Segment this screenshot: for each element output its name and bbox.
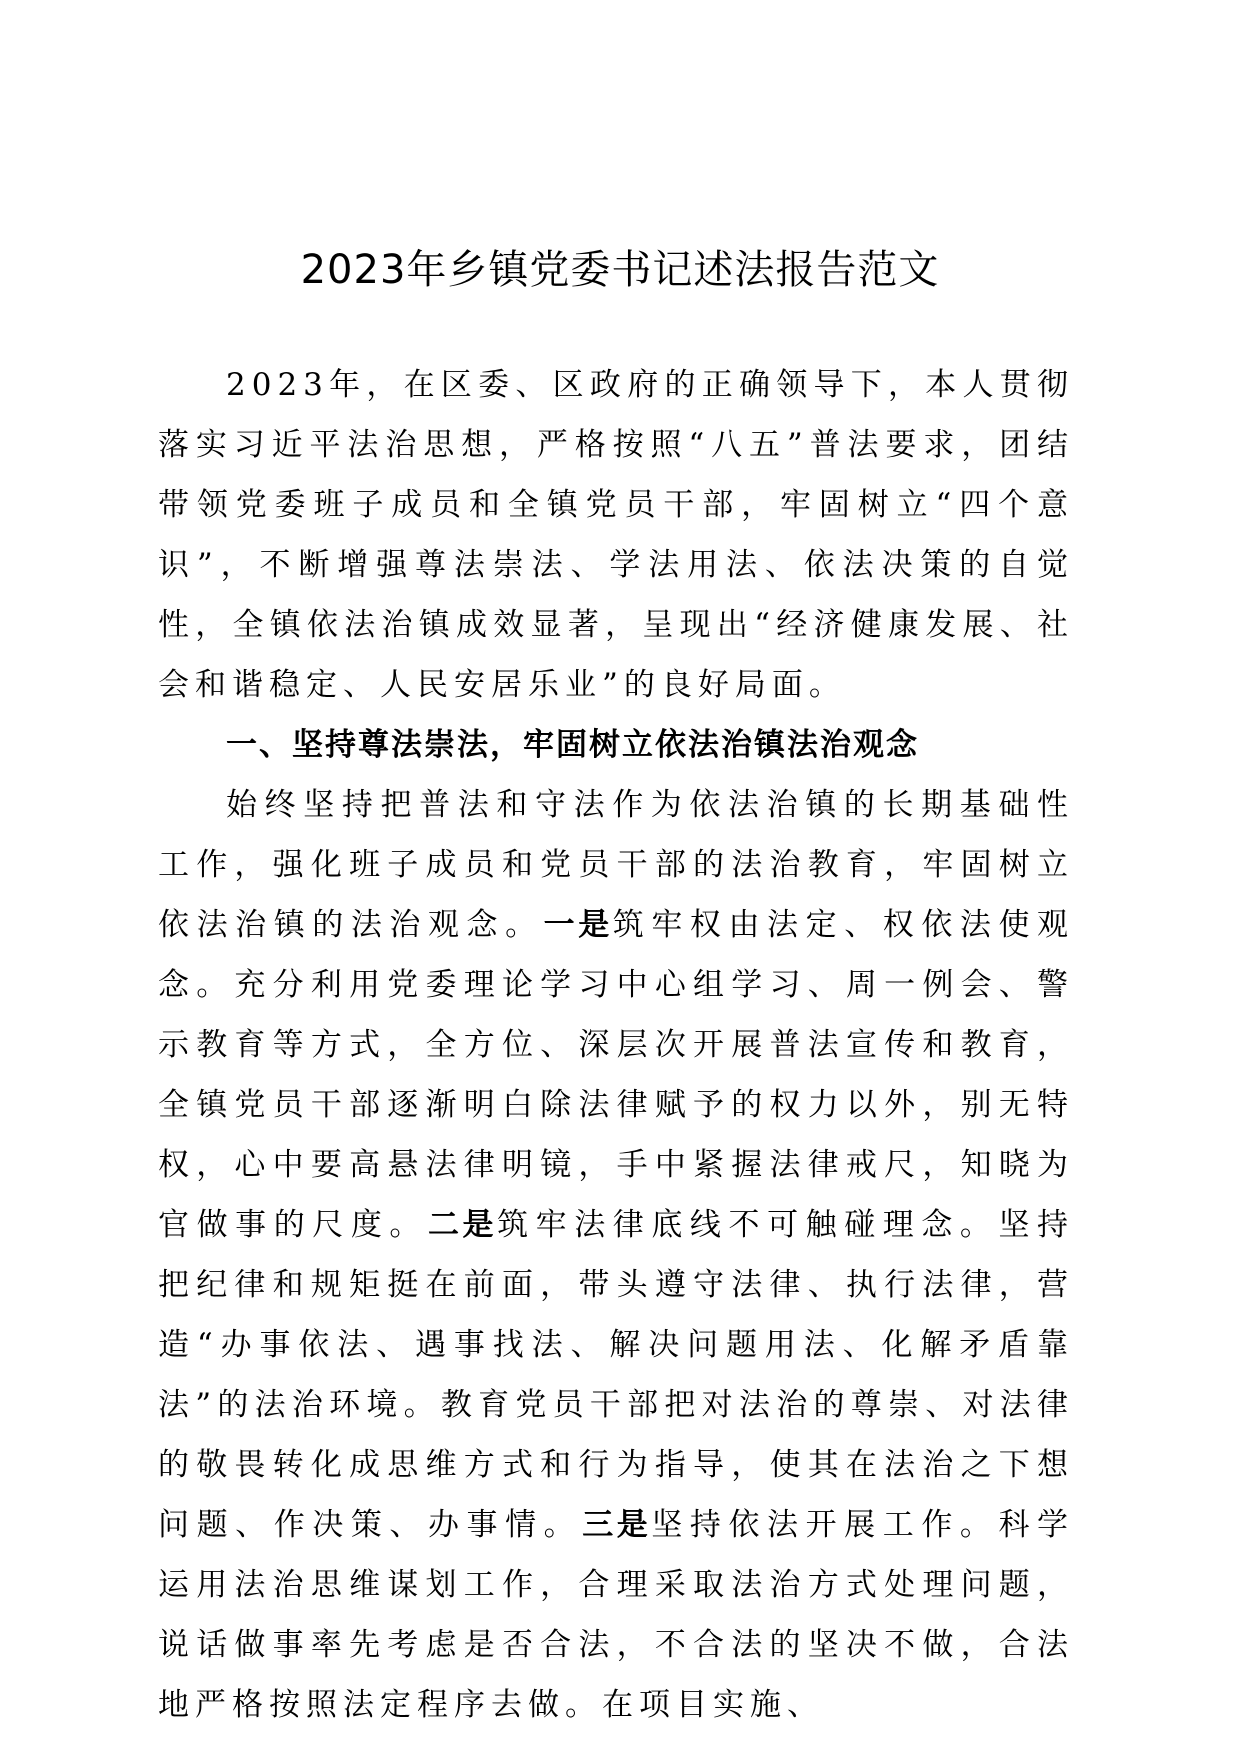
document-body: [158, 355, 1074, 1735]
document-title: 2023年乡镇党委书记述法报告范文: [300, 247, 940, 293]
point-text-3: 坚持依法开展工作。科学运用法治思维谋划工作，合理采取法治方式处理问题，说话做事率先考虑是否合法，不合法的坚决不做，合法地严格按照法定程序去做。在项目实施、: [158, 1507, 1075, 1723]
section-heading: 一、坚持尊法崇法，牢固树立依法治镇法治观念: [226, 727, 919, 763]
point-text-2: 筑牢法律底线不可触碰理念。坚持把纪律和规矩挺在前面，带头遵守法律、执行法律，营造“办事依法、遇事找法、解决问题用法、化解矛盾靠法”的法治环境。教育党员干部把对法治的尊崇、对法律的敬畏转化成思维方式和行为指导，使其在法治之下想问题、作决策、办事情。: [158, 1207, 1075, 1543]
point-label-1: 一是: [543, 907, 613, 943]
intro-paragraph: 2023年，在区委、区政府的正确领导下，本人贯彻落实习近平法治思想，严格按照“八五”普法要求，团结带领党委班子成员和全镇党员干部，牢固树立“四个意识”，不断增强尊法崇法、学法用法、依法决策的自觉性，全镇依法治镇成效显著，呈现出“经济健康发展、社会和谐稳定、人民安居乐业”的良好局面。: [158, 367, 1074, 703]
point-text-1: 筑牢权由法定、权依法使观念。充分利用党委理论学习中心组学习、周一例会、警示教育等方式，全方位、深层次开展普法宣传和教育，全镇党员干部逐渐明白除法律赋予的权力以外，别无特权，心中要高悬法律明镜，手中紧握法律戒尺，知晓为官做事的尺度。: [158, 907, 1075, 1243]
section-lead-text: 始终坚持把普法和守法作为依法治镇的长期基础性工作，强化班子成员和党员干部的法治教育，牢固树立依法治镇的法治观念。: [158, 787, 1074, 943]
point-label-3: 三是: [582, 1507, 652, 1543]
point-label-2: 二是: [427, 1207, 498, 1243]
section-paragraph: [158, 775, 1074, 1735]
